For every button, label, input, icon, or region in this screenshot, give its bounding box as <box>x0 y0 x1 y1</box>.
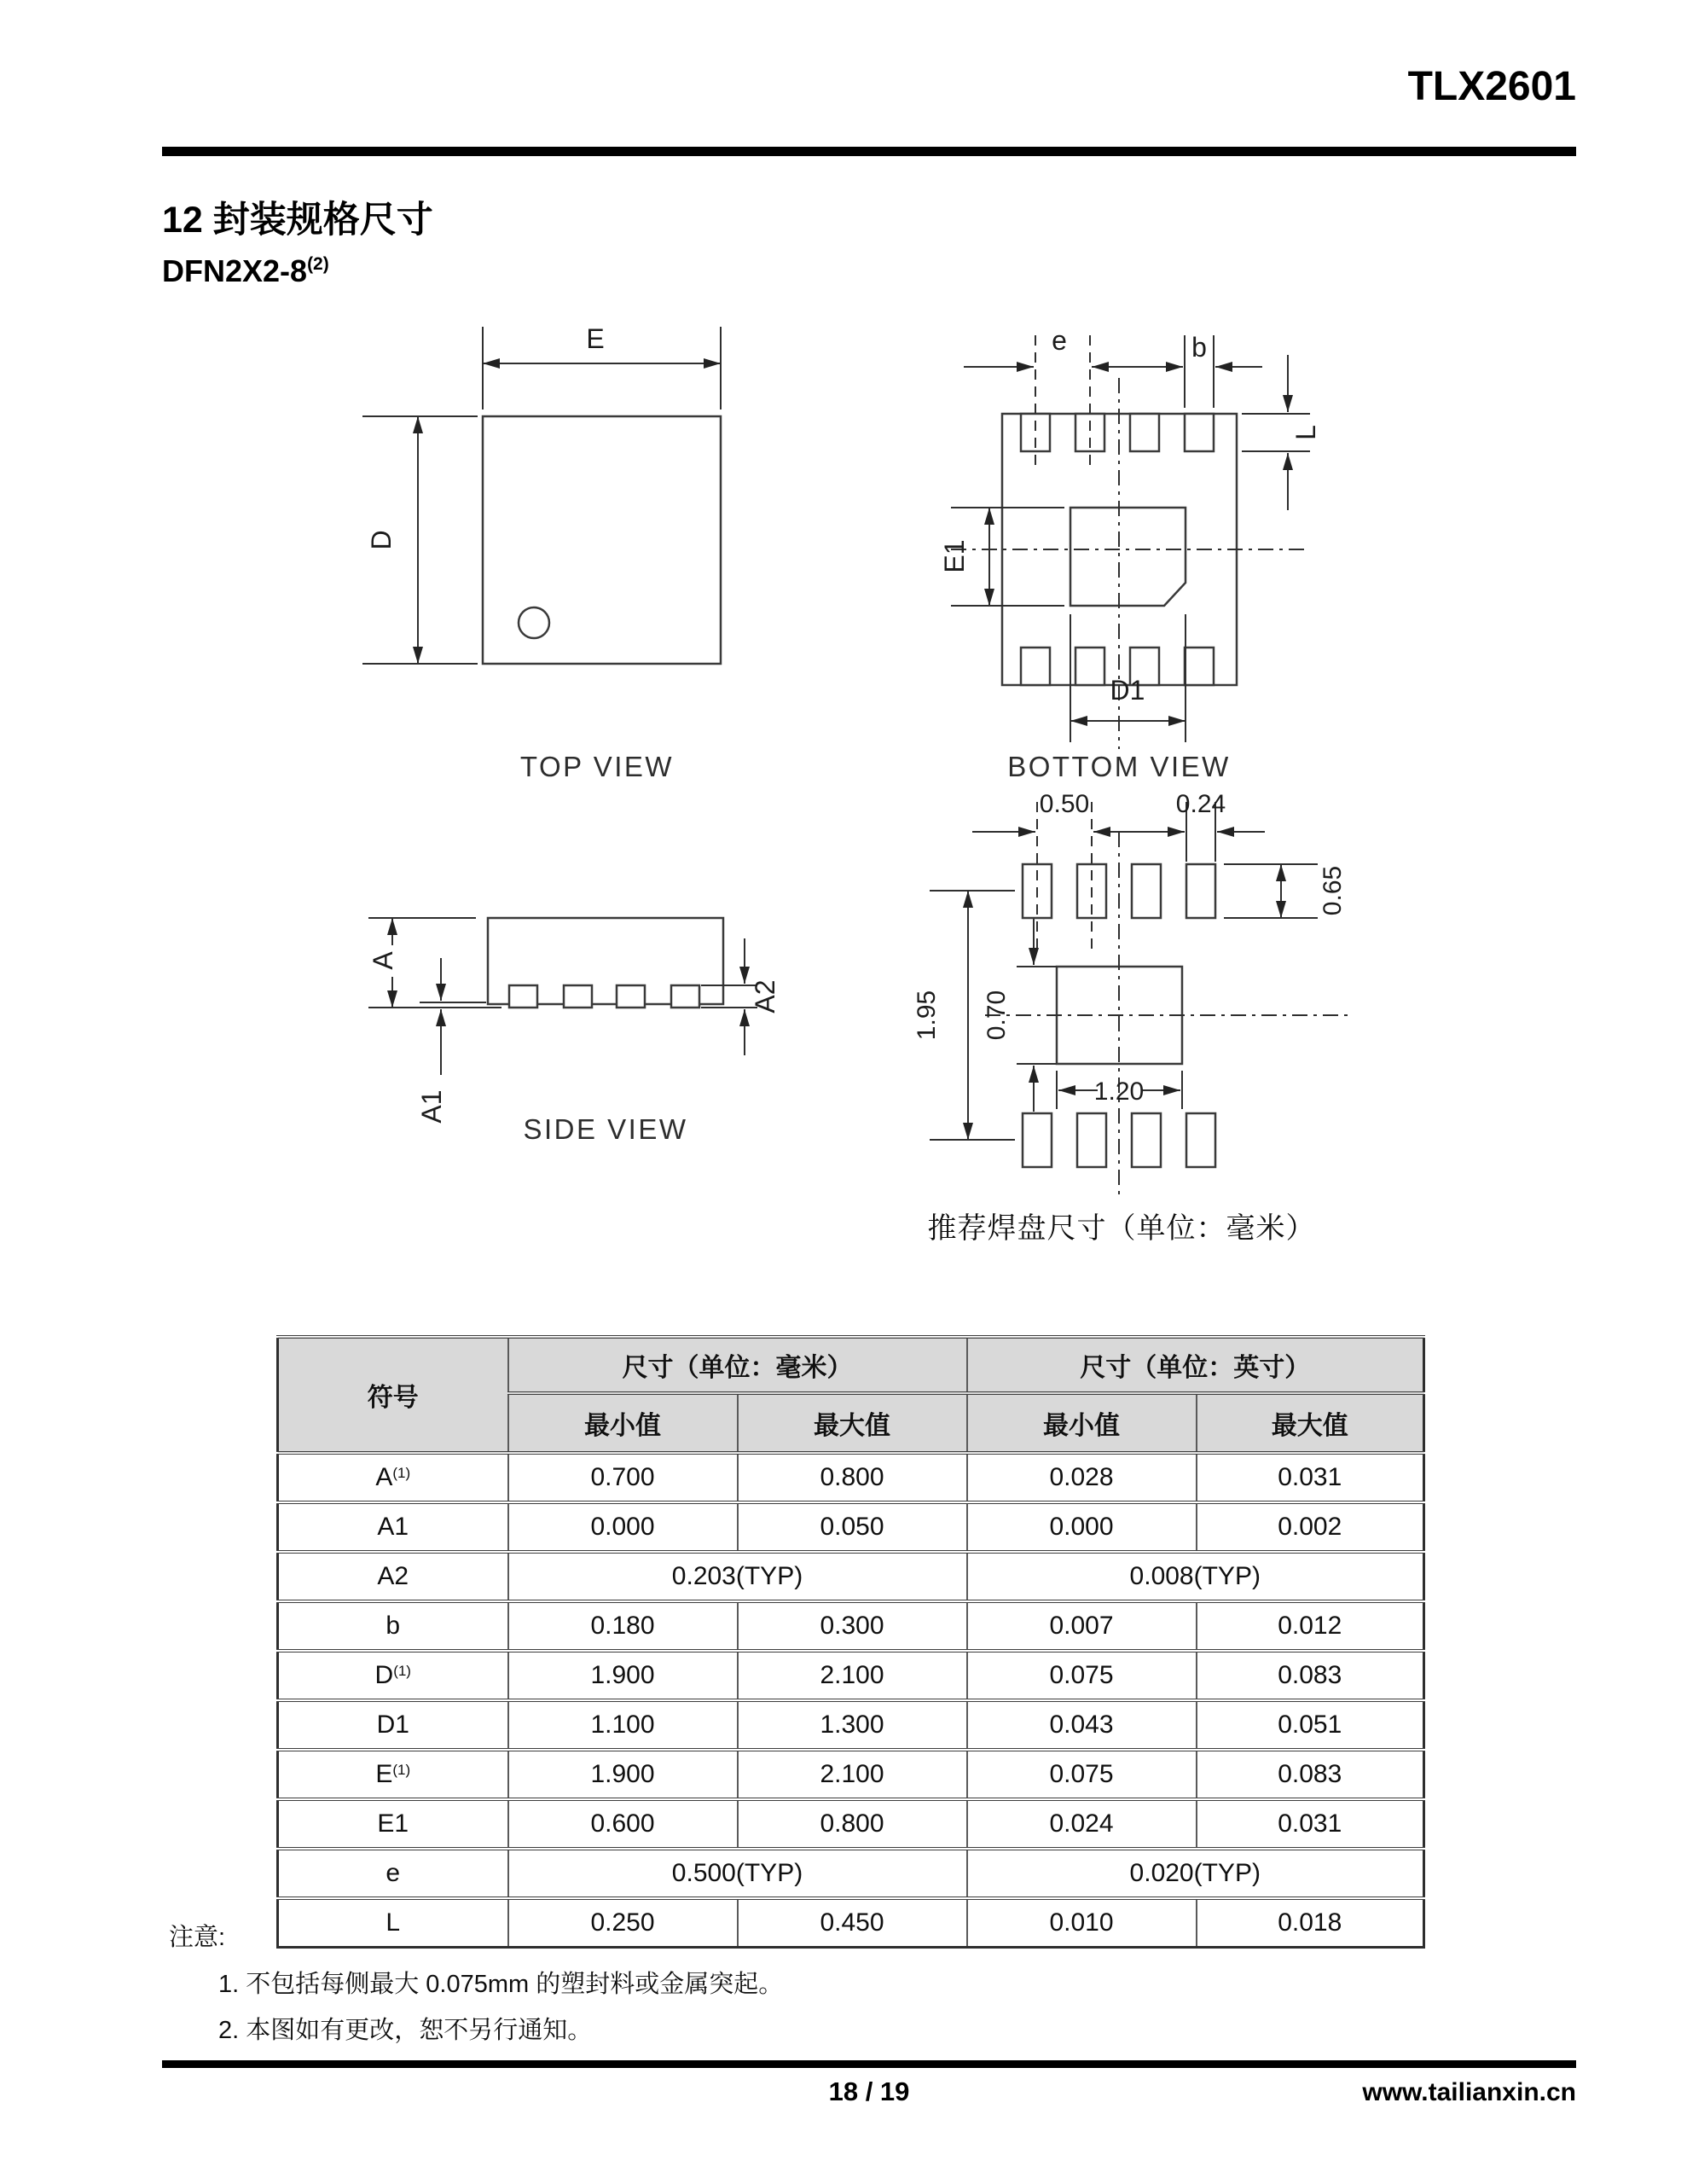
table-cell: 0.075 <box>967 1750 1197 1799</box>
table-cell: 0.050 <box>738 1502 967 1552</box>
table-cell: 0.250 <box>508 1898 738 1948</box>
dim-label-A: A <box>368 951 398 970</box>
table-cell: 0.002 <box>1197 1502 1424 1552</box>
table-cell: 0.203(TYP) <box>508 1552 967 1601</box>
symbol-cell: e <box>278 1849 508 1898</box>
col-header-min-mm: 最小值 <box>508 1393 738 1453</box>
symbol-cell: A1 <box>278 1502 508 1552</box>
table-row <box>278 1502 1424 1552</box>
note-item-2: 2. 本图如有更改，恕不另行通知。 <box>218 2017 593 2044</box>
symbol-cell: D1 <box>278 1700 508 1750</box>
table-cell: 0.800 <box>738 1453 967 1502</box>
table-cell: 0.800 <box>738 1799 967 1849</box>
dim-label-b: b <box>1191 332 1207 363</box>
table-row <box>278 1849 1424 1898</box>
table-row <box>278 1552 1424 1601</box>
table-cell: 0.024 <box>967 1799 1197 1849</box>
section-title: 12 封装规格尺寸 <box>162 200 433 241</box>
col-header-max-mm: 最大值 <box>738 1393 967 1453</box>
dim-label-center-height: 0.70 <box>983 990 1011 1041</box>
table-cell: 2.100 <box>738 1651 967 1700</box>
table-cell: 0.031 <box>1197 1799 1424 1849</box>
table-cell: 0.043 <box>967 1700 1197 1750</box>
table-cell: 0.600 <box>508 1799 738 1849</box>
dim-label-D1: D1 <box>1110 675 1145 706</box>
bottom-view-drawing <box>938 305 1501 809</box>
dim-label-pad-width: 0.24 <box>1175 790 1226 818</box>
table-row <box>278 1799 1424 1849</box>
package-name-text: DFN2X2-8 <box>162 253 308 288</box>
table-cell: 0.018 <box>1197 1898 1424 1948</box>
table-cell: 0.075 <box>967 1651 1197 1700</box>
website-link: www.tailianxin.cn <box>1362 2078 1576 2106</box>
dim-label-A2: A2 <box>750 979 780 1014</box>
table-cell: 0.083 <box>1197 1750 1424 1799</box>
table-cell: 0.031 <box>1197 1453 1424 1502</box>
top-view-drawing <box>290 305 836 809</box>
symbol-cell: A2 <box>278 1552 508 1601</box>
dim-label-A1: A1 <box>416 1089 447 1124</box>
table-cell: 2.100 <box>738 1750 967 1799</box>
table-cell: 0.300 <box>738 1601 967 1651</box>
table-row <box>278 1700 1424 1750</box>
dim-label-overall: 1.95 <box>913 990 941 1041</box>
notes-label: 注意: <box>169 1924 226 1951</box>
table-cell: 1.300 <box>738 1700 967 1750</box>
note-item-1: 1. 不包括每侧最大 0.075mm 的塑封料或金属突起。 <box>218 1971 784 1998</box>
symbol-cell: $A^{(1)}$ <box>278 1453 508 1502</box>
table-cell: 0.051 <box>1197 1700 1424 1750</box>
dim-label-D: D <box>366 530 397 550</box>
footer-rule <box>162 2060 1576 2068</box>
symbol-cell: E1 <box>278 1799 508 1849</box>
doc-title: TLX2601 <box>1407 64 1576 109</box>
table-cell: 1.900 <box>508 1651 738 1700</box>
symbol-cell: L <box>278 1898 508 1948</box>
table-cell: 0.500(TYP) <box>508 1849 967 1898</box>
dim-label-center-width: 1.20 <box>1093 1077 1145 1106</box>
dimension-table <box>276 1335 1425 1949</box>
symbol-cell: $D^{(1)}$ <box>278 1651 508 1700</box>
col-header-mm: 尺寸（单位：毫米） <box>508 1337 967 1393</box>
package-name <box>162 253 329 289</box>
col-header-symbol: 符号 <box>278 1337 508 1453</box>
land-pattern-drawing <box>887 751 1433 1228</box>
col-header-min-inch: 最小值 <box>967 1393 1197 1453</box>
top-view-caption: TOP VIEW <box>519 751 675 782</box>
symbol-cell: b <box>278 1601 508 1651</box>
table-cell: 0.000 <box>508 1502 738 1552</box>
table-row <box>278 1453 1424 1502</box>
table-cell: 0.028 <box>967 1453 1197 1502</box>
table-cell: 0.000 <box>967 1502 1197 1552</box>
dim-label-E: E <box>586 323 605 354</box>
dim-label-E1: E1 <box>939 539 970 573</box>
notes-section <box>169 1918 783 2059</box>
package-name-footnote: (2) <box>307 254 329 274</box>
symbol-cell: $E^{(1)}$ <box>278 1750 508 1799</box>
dim-label-pad-length: 0.65 <box>1319 865 1347 916</box>
land-pattern-caption: 推荐焊盘尺寸（单位：毫米） <box>927 1213 1316 1245</box>
header-rule <box>162 147 1576 156</box>
dim-label-pitch: 0.50 <box>1039 790 1090 818</box>
table-cell: 0.180 <box>508 1601 738 1651</box>
table-cell: 0.010 <box>967 1898 1197 1948</box>
dim-label-L: L <box>1290 425 1321 440</box>
exposed-pad-outline <box>1070 508 1186 606</box>
dim-label-e: e <box>1052 325 1067 356</box>
side-view-caption: SIDE VIEW <box>523 1113 688 1145</box>
table-cell: 0.450 <box>738 1898 967 1948</box>
col-header-inch: 尺寸（单位：英寸） <box>967 1337 1424 1393</box>
table-row <box>278 1601 1424 1651</box>
table-cell: 0.007 <box>967 1601 1197 1651</box>
table-cell: 1.100 <box>508 1700 738 1750</box>
page-number: 18 / 19 <box>828 2077 910 2106</box>
table-cell: 0.020(TYP) <box>967 1849 1424 1898</box>
table-cell: 1.900 <box>508 1750 738 1799</box>
side-view-drawing <box>290 857 853 1156</box>
table-cell: 0.083 <box>1197 1651 1424 1700</box>
table-row <box>278 1651 1424 1700</box>
col-header-max-inch: 最大值 <box>1197 1393 1424 1453</box>
table-cell: 0.008(TYP) <box>967 1552 1424 1601</box>
table-cell: 0.700 <box>508 1453 738 1502</box>
bottom-view-caption: BOTTOM VIEW <box>1007 751 1231 782</box>
table-cell: 0.012 <box>1197 1601 1424 1651</box>
pin1-marker-icon <box>519 607 549 638</box>
table-row <box>278 1750 1424 1799</box>
